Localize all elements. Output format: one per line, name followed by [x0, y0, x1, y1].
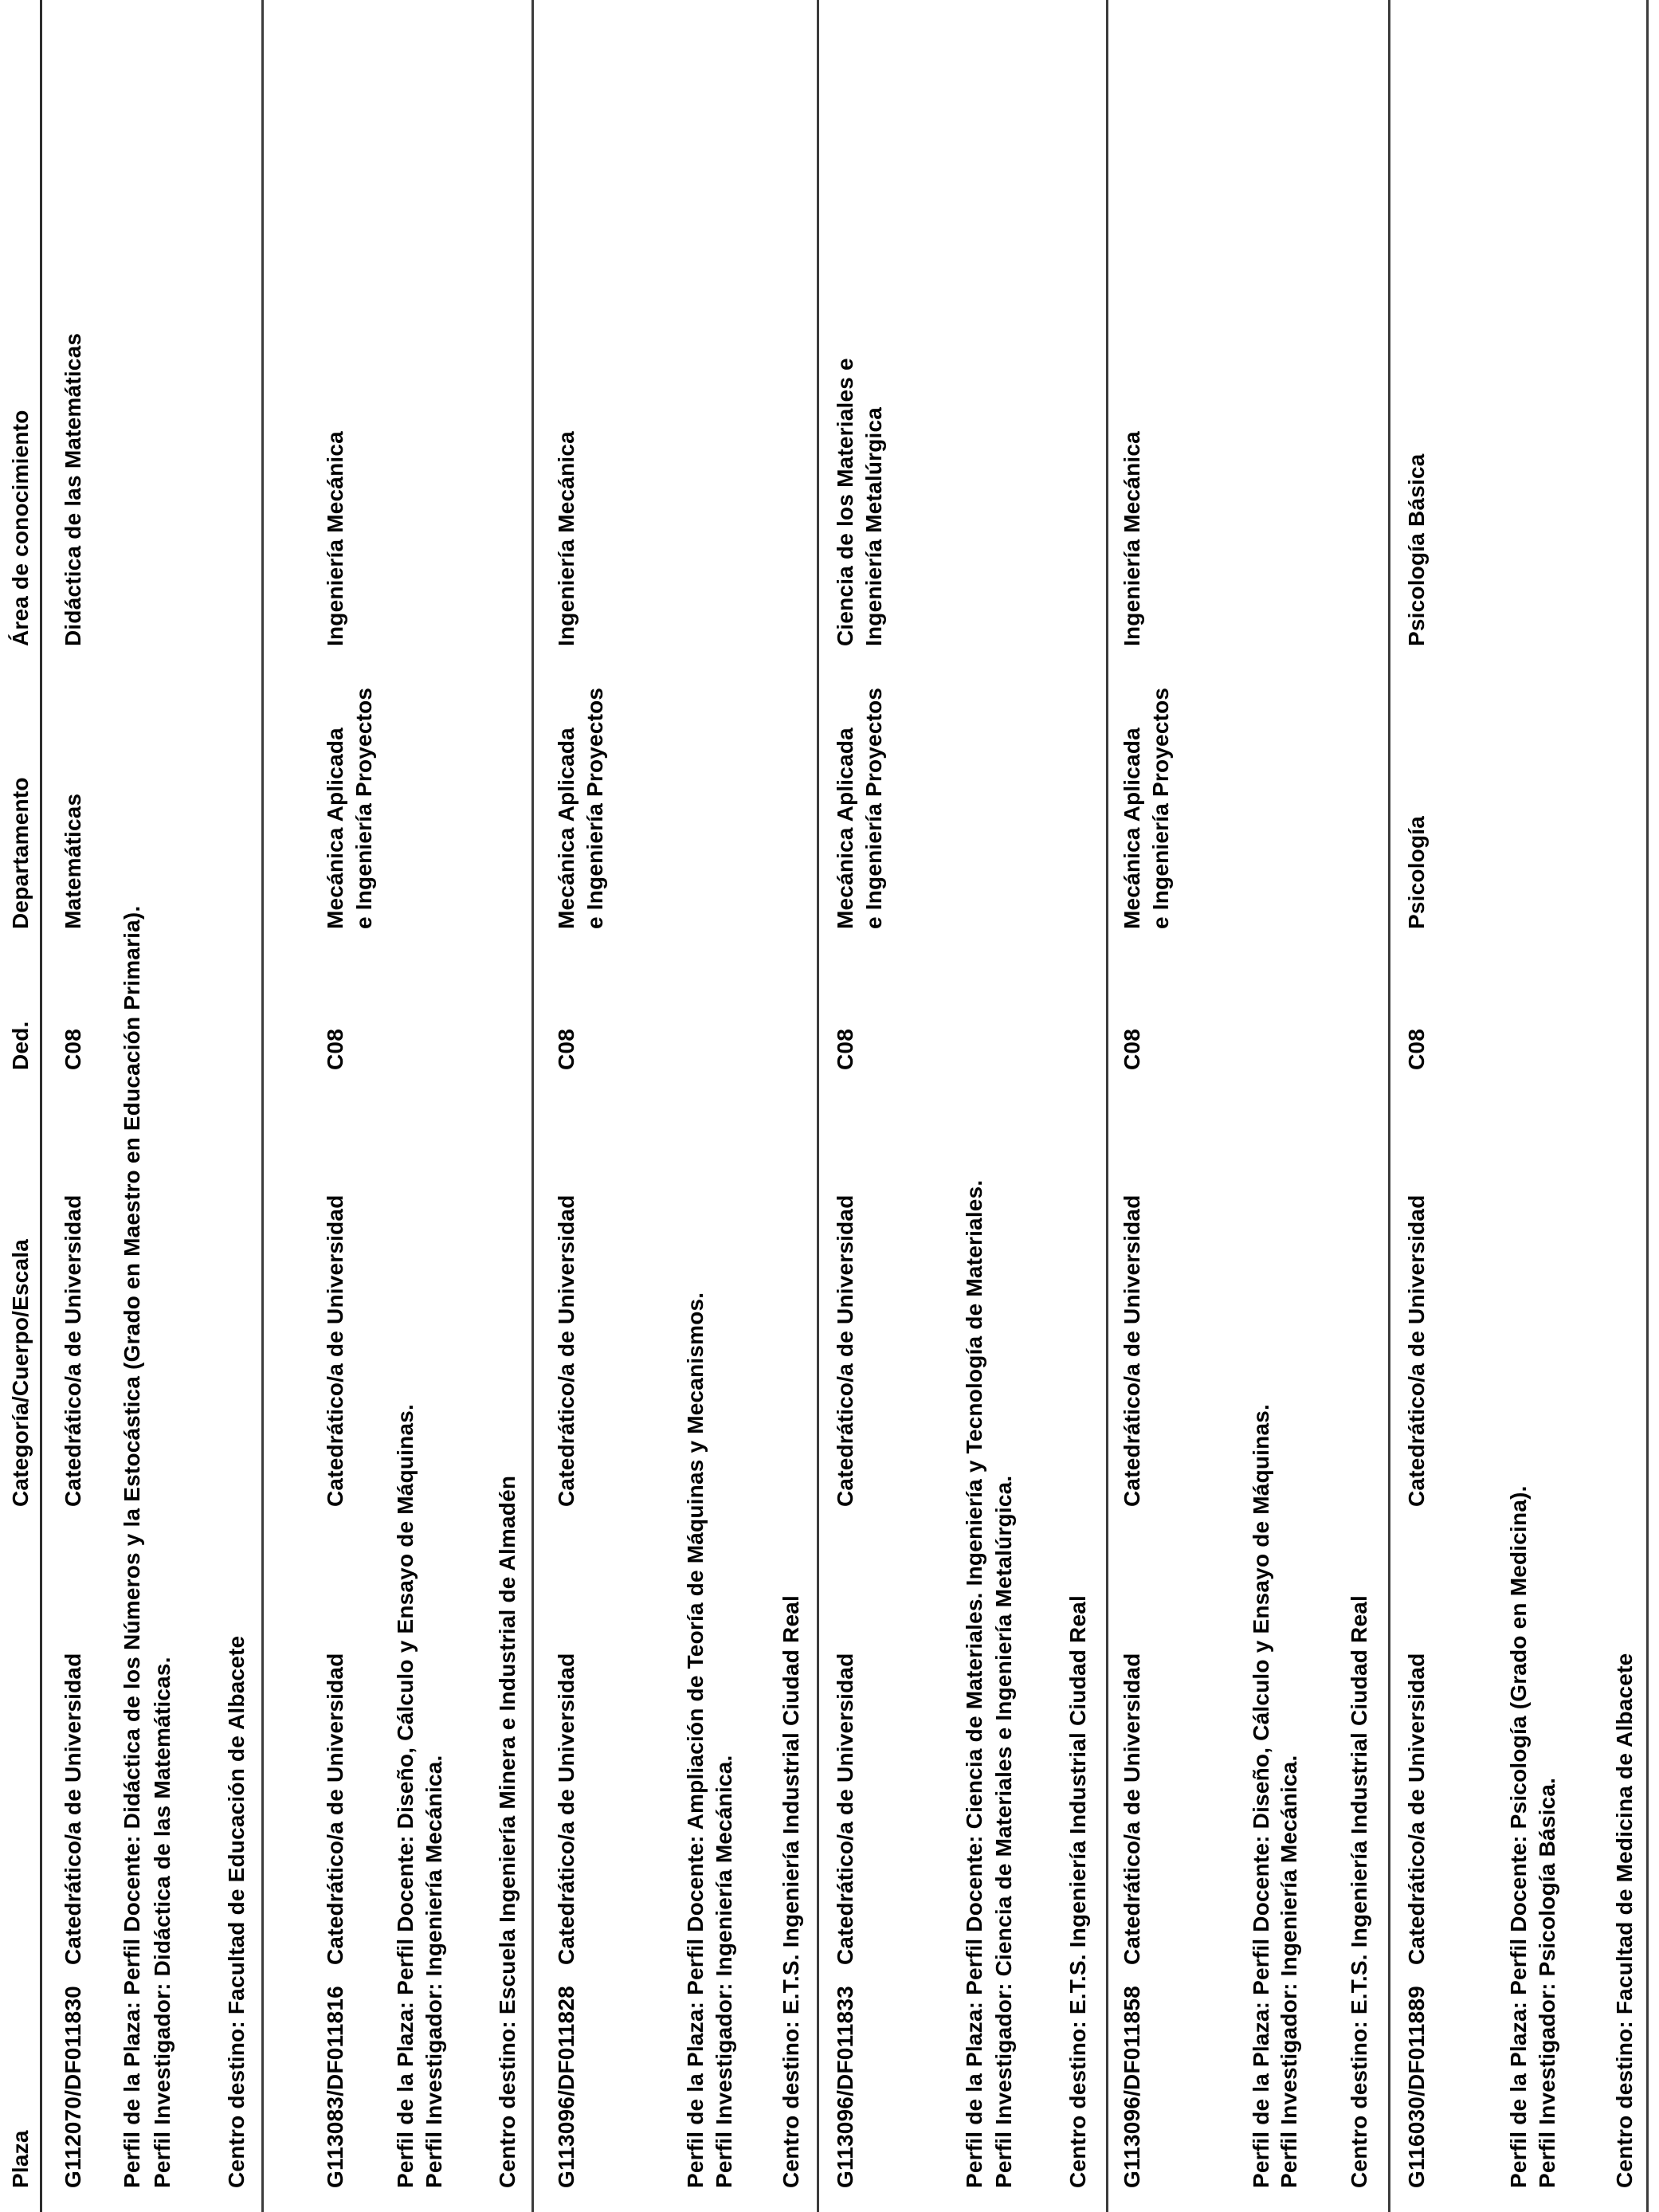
perfil-plaza: Perfil de la Plaza: Perfil Docente: Ciencia de Materiales. Ingeniería y Tecnología de Materiales.: [962, 1179, 986, 2188]
ded-value: C08: [833, 1029, 857, 1070]
centro-destino: Centro destino: Escuela Ingeniería Minera e Industrial de Almadén: [495, 1475, 520, 2188]
plaza-categoria: Catedrático/a de Universidad: [1404, 1653, 1429, 1965]
column-header-ded: Ded.: [8, 1021, 33, 1070]
row-separator-line: [531, 0, 534, 2212]
plaza-categoria: Catedrático/a de Universidad: [1120, 1653, 1144, 1965]
column-header-categoria: Categoría/Cuerpo/Escala: [8, 1238, 33, 1507]
perfil-plaza: Perfil de la Plaza: Perfil Docente: Diseño, Cálculo y Ensayo de Máquinas.: [393, 1404, 418, 2188]
centro-destino: Centro destino: Facultad de Medicina de Albacete: [1612, 1653, 1637, 2188]
categoria-value: Catedrático/a de Universidad: [833, 1194, 857, 1507]
departamento-value: e Ingeniería Proyectos: [861, 687, 886, 929]
departamento-value: e Ingeniería Proyectos: [582, 687, 607, 929]
plaza-categoria: Catedrático/a de Universidad: [61, 1653, 85, 1965]
departamento-value: Mecánica Aplicada: [1120, 728, 1144, 929]
perfil-plaza: Perfil de la Plaza: Perfil Docente: Diseño, Cálculo y Ensayo de Máquinas.: [1249, 1404, 1273, 2188]
centro-destino: Centro destino: E.T.S. Ingeniería Industrial Ciudad Real: [779, 1595, 803, 2188]
categoria-value: Catedrático/a de Universidad: [1404, 1194, 1429, 1507]
area-value: Ingeniería Mecánica: [554, 431, 578, 646]
categoria-value: Catedrático/a de Universidad: [1120, 1194, 1144, 1507]
categoria-value: Catedrático/a de Universidad: [61, 1194, 85, 1507]
departamento-value: Mecánica Aplicada: [554, 728, 578, 929]
perfil-investigador: Perfil Investigador: Ingeniería Mecánica.: [422, 1755, 446, 2188]
perfil-investigador: Perfil Investigador: Didáctica de las Matemáticas.: [150, 1657, 175, 2188]
area-value: Ingeniería Mecánica: [323, 431, 347, 646]
departamento-value: e Ingeniería Proyectos: [351, 687, 376, 929]
perfil-plaza: Perfil de la Plaza: Perfil Docente: Psicología (Grado en Medicina).: [1506, 1485, 1531, 2188]
plaza-code: G113083/DF011816: [323, 1986, 347, 2188]
perfil-investigador: Perfil Investigador: Ingeniería Mecánica.: [712, 1755, 736, 2188]
departamento-value: Psicología: [1404, 815, 1429, 929]
plaza-categoria: Catedrático/a de Universidad: [554, 1653, 578, 1965]
plaza-code: G113096/DF011858: [1120, 1986, 1144, 2188]
column-header-area: Área de conocimiento: [8, 410, 33, 646]
header-rule: [40, 0, 42, 2212]
ded-value: C08: [323, 1029, 347, 1070]
row-separator-line: [261, 0, 264, 2212]
departamento-value: e Ingeniería Proyectos: [1148, 687, 1173, 929]
column-header-departamento: Departamento: [8, 777, 33, 929]
departamento-value: Mecánica Aplicada: [833, 728, 857, 929]
categoria-value: Catedrático/a de Universidad: [323, 1194, 347, 1507]
column-header-plaza: Plaza: [8, 2130, 33, 2188]
area-value: Didáctica de las Matemáticas: [61, 332, 85, 646]
area-value: Ingeniería Mecánica: [1120, 431, 1144, 646]
perfil-plaza: Perfil de la Plaza: Perfil Docente: Ampliación de Teoría de Máquinas y Mecanismos.: [683, 1292, 708, 2188]
ded-value: C08: [61, 1029, 85, 1070]
area-value: Ingeniería Metalúrgica: [861, 406, 886, 646]
perfil-investigador: Perfil Investigador: Ingeniería Mecánica.: [1277, 1755, 1301, 2188]
row-separator-line: [817, 0, 819, 2212]
ded-value: C08: [1120, 1029, 1144, 1070]
area-value: Ciencia de los Materiales e: [833, 358, 857, 646]
table-bottom-rule: [1646, 0, 1649, 2212]
departamento-value: Matemáticas: [61, 793, 85, 929]
categoria-value: Catedrático/a de Universidad: [554, 1194, 578, 1507]
row-separator-line: [1388, 0, 1390, 2212]
departamento-value: Mecánica Aplicada: [323, 728, 347, 929]
row-separator-line: [1106, 0, 1108, 2212]
centro-destino: Centro destino: E.T.S. Ingeniería Industrial Ciudad Real: [1347, 1595, 1371, 2188]
area-value: Psicología Básica: [1404, 453, 1429, 646]
plaza-code: G113096/DF011828: [554, 1986, 578, 2188]
plaza-code: G116030/DF011889: [1404, 1986, 1429, 2188]
ded-value: C08: [1404, 1029, 1429, 1070]
perfil-plaza: Perfil de la Plaza: Perfil Docente: Didáctica de los Números y la Estocástica (Grado en Maestro en Educación Primaria).: [120, 905, 144, 2188]
plaza-categoria: Catedrático/a de Universidad: [833, 1653, 857, 1965]
centro-destino: Centro destino: Facultad de Educación de Albacete: [224, 1635, 249, 2188]
ded-value: C08: [554, 1029, 578, 1070]
perfil-investigador: Perfil Investigador: Ciencia de Materiales e Ingeniería Metalúrgica.: [991, 1475, 1016, 2188]
perfil-investigador: Perfil Investigador: Psicología Básica.: [1535, 1777, 1559, 2188]
plaza-categoria: Catedrático/a de Universidad: [323, 1653, 347, 1965]
centro-destino: Centro destino: E.T.S. Ingeniería Industrial Ciudad Real: [1065, 1595, 1090, 2188]
plaza-code: G112070/DF011830: [61, 1986, 85, 2188]
plaza-code: G113096/DF011833: [833, 1986, 857, 2188]
